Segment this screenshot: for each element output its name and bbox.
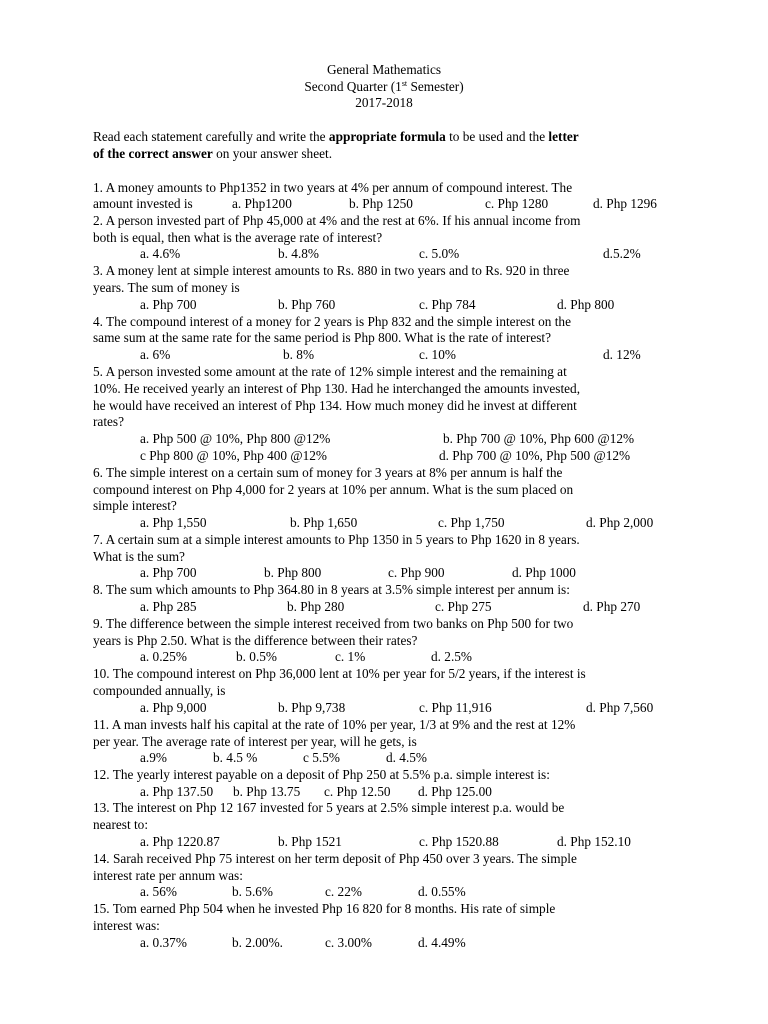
q9-option-b: b. 0.5% [236,649,277,664]
q9-option-c: c. 1% [335,649,366,664]
q8-option-c: c. Php 275 [435,599,492,614]
q7-option-d: d. Php 1000 [512,565,576,580]
question-9-line-1: 9. The difference between the simple interest received from two banks on Php 500 for two [93,616,574,631]
question-6-line-1: 6. The simple interest on a certain sum of money for 3 years at 8% per annum is half the [93,465,563,480]
q11-option-c: c 5.5% [303,750,340,765]
question-6-line-2: compound interest on Php 4,000 for 2 years at 10% per annum. What is the sum placed on [93,482,574,497]
q14-option-c: c. 22% [325,884,362,899]
question-13-line-2: nearest to: [93,817,149,832]
q15-option-a: a. 0.37% [140,935,187,950]
question-4-line-1: 4. The compound interest of a money for 2 years is Php 832 and the simple interest on the [93,314,571,329]
question-9-line-2: years is Php 2.50. What is the difference between their rates? [93,633,418,648]
q8-option-d: d. Php 270 [583,599,641,614]
q14-option-a: a. 56% [140,884,177,899]
q12-option-a: a. Php 137.50 [140,784,214,799]
q12-option-b: b. Php 13.75 [233,784,301,799]
q9-option-d: d. 2.5% [431,649,472,664]
question-1-line-2: amount invested is [93,196,193,211]
question-5-line-2: 10%. He received yearly an interest of Php 130. Had he interchanged the amounts invested, [93,381,581,396]
q8-option-a: a. Php 285 [140,599,197,614]
instructions-text-1: Read each statement carefully and write the [93,129,329,144]
quarter-line [0,79,768,95]
q3-option-c: c. Php 784 [419,297,476,312]
subject-title: General Mathematics [326,62,442,77]
question-13-line-1: 13. The interest on Php 12 167 invested for 5 years at 2.5% simple interest p.a. would be [93,800,565,815]
q3-option-d: d. Php 800 [557,297,615,312]
q13-option-a: a. Php 1220.87 [140,834,220,849]
q10-option-d: d. Php 7,560 [586,700,654,715]
question-11-line-2: per year. The average rate of interest per year, will he gets, is [93,734,417,749]
question-2-line-1: 2. A person invested part of Php 45,000 at 4% and the rest at 6%. If his annual income from [93,213,581,228]
q2-option-b: b. 4.8% [278,246,319,261]
q13-option-d: d. Php 152.10 [557,834,631,849]
question-10-line-2: compounded annually, is [93,683,226,698]
q1-option-c: c. Php 1280 [485,196,549,211]
q10-option-b: b. Php 9,738 [278,700,346,715]
quarter-superscript: st [401,79,408,88]
instructions-text-3: on your answer sheet. [212,146,333,161]
question-5-line-1: 5. A person invested some amount at the rate of 12% simple interest and the remaining at [93,364,567,379]
q13-option-c: c. Php 1520.88 [419,834,499,849]
q2-option-d: d.5.2% [603,246,641,261]
q11-option-d: d. 4.5% [386,750,427,765]
question-10-line-1: 10. The compound interest on Php 36,000 lent at 10% per year for 5/2 years, if the interest is [93,666,586,681]
q6-option-b: b. Php 1,650 [290,515,358,530]
question-12-line-1: 12. The yearly interest payable on a deposit of Php 250 at 5.5% p.a. simple interest is: [93,767,550,782]
q4-option-b: b. 8% [283,347,315,362]
instructions-text-2: to be used and the [445,129,549,144]
question-15-line-2: interest was: [93,918,160,933]
question-7-line-2: What is the sum? [93,549,185,564]
q2-option-c: c. 5.0% [419,246,460,261]
q1-option-a: a. Php1200 [232,196,292,211]
q5-option-a: a. Php 500 @ 10%, Php 800 @12% [140,431,331,446]
q4-option-d: d. 12% [603,347,641,362]
q1-option-b: b. Php 1250 [349,196,413,211]
q6-option-a: a. Php 1,550 [140,515,207,530]
q9-option-a: a. 0.25% [140,649,187,664]
q11-option-b: b. 4.5 % [213,750,258,765]
q14-option-b: b. 5.6% [232,884,273,899]
q6-option-c: c. Php 1,750 [438,515,505,530]
q5-option-c: c Php 800 @ 10%, Php 400 @12% [140,448,328,463]
question-3-line-2: years. The sum of money is [93,280,240,295]
question-4-line-2: same sum at the same rate for the same period is Php 800. What is the rate of interest? [93,330,551,345]
q7-option-c: c. Php 900 [388,565,445,580]
q13-option-b: b. Php 1521 [278,834,342,849]
question-5-line-4: rates? [93,414,125,429]
q12-option-d: d. Php 125.00 [418,784,492,799]
q5-option-d: d. Php 700 @ 10%, Php 500 @12% [439,448,631,463]
q4-option-a: a. 6% [140,347,171,362]
question-15-line-1: 15. Tom earned Php 504 when he invested Php 16 820 for 8 months. His rate of simple [93,901,556,916]
q10-option-c: c. Php 11,916 [419,700,492,715]
question-6-line-3: simple interest? [93,498,177,513]
question-8-line-1: 8. The sum which amounts to Php 364.80 in 8 years at 3.5% simple interest per annum is: [93,582,570,597]
q6-option-d: d. Php 2,000 [586,515,654,530]
question-5-line-3: he would have received an interest of Php 134. How much money did he invest at different [93,398,577,413]
q7-option-b: b. Php 800 [264,565,322,580]
quarter-post: Semester) [407,79,464,94]
question-3-line-1: 3. A money lent at simple interest amounts to Rs. 880 in two years and to Rs. 920 in three [93,263,570,278]
question-1-line-1: 1. A money amounts to Php1352 in two years at 4% per annum of compound interest. The [93,180,573,195]
q11-option-a: a.9% [140,750,167,765]
instructions-bold-answer: of the correct answer [93,146,213,161]
school-year: 2017-2018 [355,95,413,110]
q7-option-a: a. Php 700 [140,565,197,580]
q4-option-c: c. 10% [419,347,456,362]
instructions-line-1 [93,129,579,145]
q5-option-b: b. Php 700 @ 10%, Php 600 @12% [443,431,635,446]
instructions-line-2 [93,146,332,162]
question-14-line-1: 14. Sarah received Php 75 interest on her term deposit of Php 450 over 3 years. The simple [93,851,577,866]
instructions-bold-formula: appropriate formula [328,129,446,144]
q14-option-d: d. 0.55% [418,884,466,899]
q1-option-d: d. Php 1296 [593,196,657,211]
q8-option-b: b. Php 280 [287,599,345,614]
q2-option-a: a. 4.6% [140,246,181,261]
instructions-bold-letter: letter [548,129,579,144]
q10-option-a: a. Php 9,000 [140,700,207,715]
q15-option-b: b. 2.00%. [232,935,283,950]
q3-option-b: b. Php 760 [278,297,336,312]
question-14-line-2: interest rate per annum was: [93,868,243,883]
q12-option-c: c. Php 12.50 [324,784,391,799]
question-7-line-1: 7. A certain sum at a simple interest amounts to Php 1350 in 5 years to Php 1620 in 8 years. [93,532,580,547]
quarter-pre: Second Quarter (1 [304,79,402,94]
question-2-line-2: both is equal, then what is the average rate of interest? [93,230,383,245]
q15-option-d: d. 4.49% [418,935,466,950]
q3-option-a: a. Php 700 [140,297,197,312]
q15-option-c: c. 3.00% [325,935,372,950]
question-11-line-1: 11. A man invests half his capital at the rate of 10% per year, 1/3 at 9% and the rest at 12% [93,717,576,732]
